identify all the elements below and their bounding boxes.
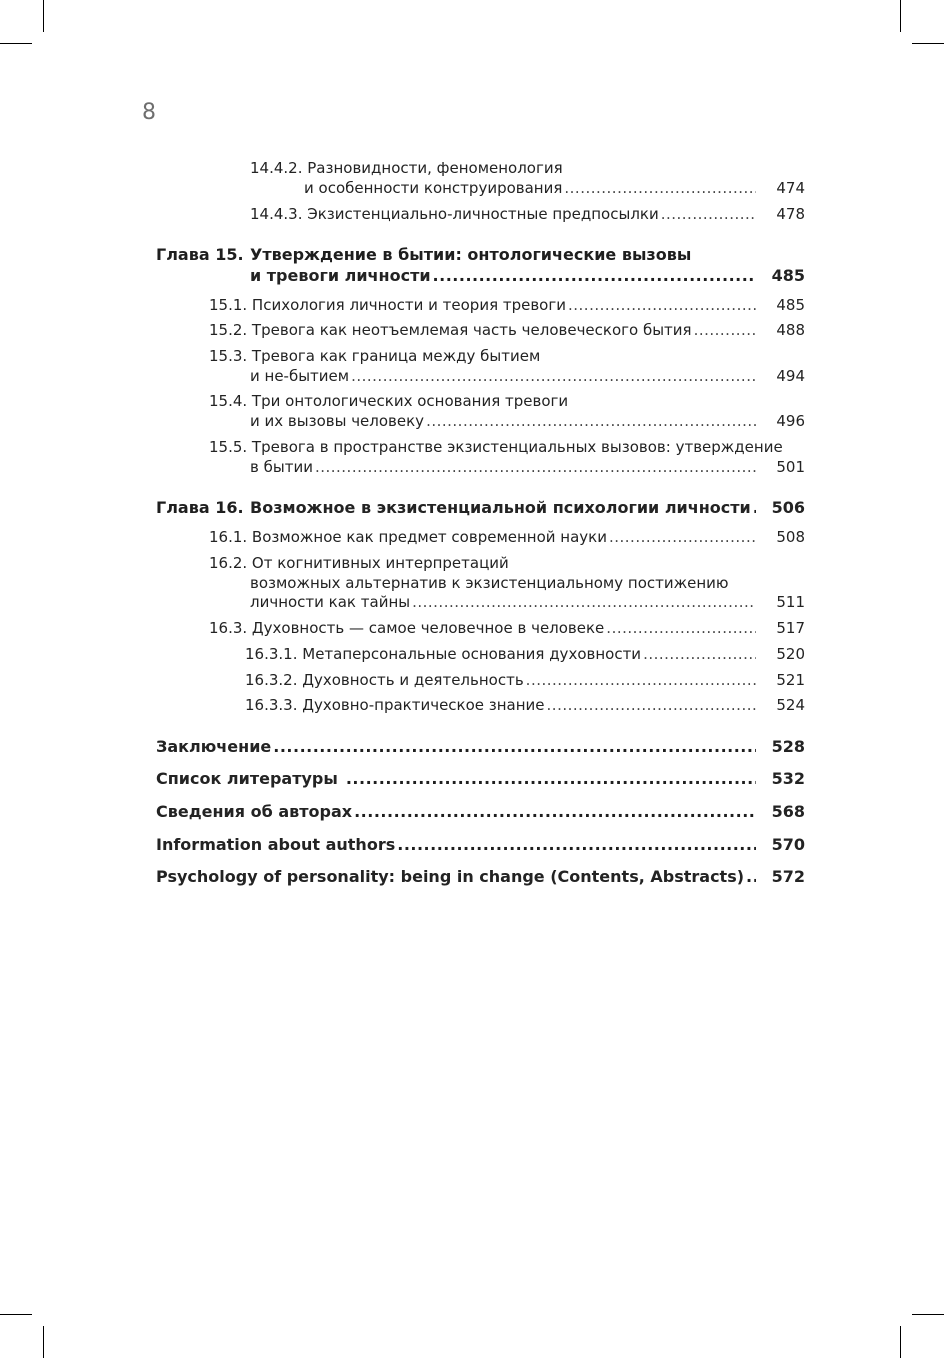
toc-entry-15-1[interactable]: 15.1. Психология личности и теория тревоги ..... [209,294,756,316]
toc-authors-en[interactable]: Information about authors ..... [156,834,756,856]
toc-conclusion[interactable]: Заключение ..... [156,736,756,758]
toc-entry-15-2[interactable]: 15.2. Тревога как неотъемлемая часть человеческого бытия ..... [209,319,756,341]
toc-page-number: 485 [771,266,805,285]
toc-page-number: 494 [776,367,805,385]
toc-page-number: 501 [776,458,805,476]
page-number: 8 [142,100,156,125]
toc-entry-16-3-2[interactable]: 16.3.2. Духовность и деятельность ..... [245,669,756,691]
toc-page-number: 485 [776,296,805,314]
toc-authors-ru[interactable]: Сведения об авторах ..... [156,801,756,823]
toc-entry-15-5[interactable]: в бытии ..... [250,456,756,478]
toc-entry-16-3-3[interactable]: 16.3.3. Духовно-практическое знание ..... [245,694,756,716]
toc-page-number: 488 [776,321,805,339]
toc-page-number: 572 [771,867,805,886]
toc-entry-14-4-2[interactable]: и особенности конструирования ..... [304,177,756,199]
toc-page-number: 524 [776,696,805,714]
toc-entry-16-3[interactable]: 16.3. Духовность — самое человечное в человеке ..... [209,617,756,639]
toc-page-number: 496 [776,412,805,430]
toc-page-number: 474 [776,179,805,197]
toc-entry-16-3-1[interactable]: 16.3.1. Метаперсональные основания духовности ..... [245,643,756,665]
toc-page-number: 478 [776,205,805,223]
toc-page-number: 517 [776,619,805,637]
toc-entry-14-4-2-line1: 14.4.2. Разновидности, феноменология [250,159,563,177]
toc-references[interactable]: Список литературы ..... [156,768,756,790]
toc-abstracts-en[interactable]: Psychology of personality: being in change (Contents, Abstracts) ..... [156,866,756,888]
toc-entry-16-2-line1: 16.2. От когнитивных интерпретаций [209,554,509,572]
toc-page-number: 506 [771,498,805,517]
toc-entry-15-5-line1: 15.5. Тревога в пространстве экзистенциальных вызовов: утверждение [209,438,783,456]
toc-page-number: 568 [771,802,805,821]
toc-entry-15-3[interactable]: и не-бытием ..... [250,365,756,387]
toc-page-number: 520 [776,645,805,663]
toc-page-number: 570 [771,835,805,854]
toc-page-number: 521 [776,671,805,689]
chapter-16-label: Глава 16. [156,498,244,517]
toc-entry-16-2-line2: возможных альтернатив к экзистенциальному постижению [250,574,729,592]
toc-page-number: 511 [776,593,805,611]
toc-chapter-15[interactable]: и тревоги личности ..... [250,265,756,287]
toc-chapter-16[interactable]: Возможное в экзистенциальной психологии личности ..... [250,497,756,519]
toc-entry-14-4-3[interactable]: 14.4.3. Экзистенциально-личностные предпосылки ..... [250,203,756,225]
toc-entry-15-4[interactable]: и их вызовы человеку ..... [250,410,756,432]
toc-entry-16-2[interactable]: личности как тайны ..... [250,591,756,613]
toc-page-number: 532 [771,769,805,788]
toc-entry-16-1[interactable]: 16.1. Возможное как предмет современной науки ..... [209,526,756,548]
toc-page-number: 528 [771,737,805,756]
chapter-15-label: Глава 15. [156,245,244,264]
toc-page-number: 508 [776,528,805,546]
toc-entry-15-3-line1: 15.3. Тревога как граница между бытием [209,347,541,365]
toc-entry-15-4-line1: 15.4. Три онтологических основания тревоги [209,392,569,410]
chapter-15-title-line1: Утверждение в бытии: онтологические вызовы [250,245,692,264]
